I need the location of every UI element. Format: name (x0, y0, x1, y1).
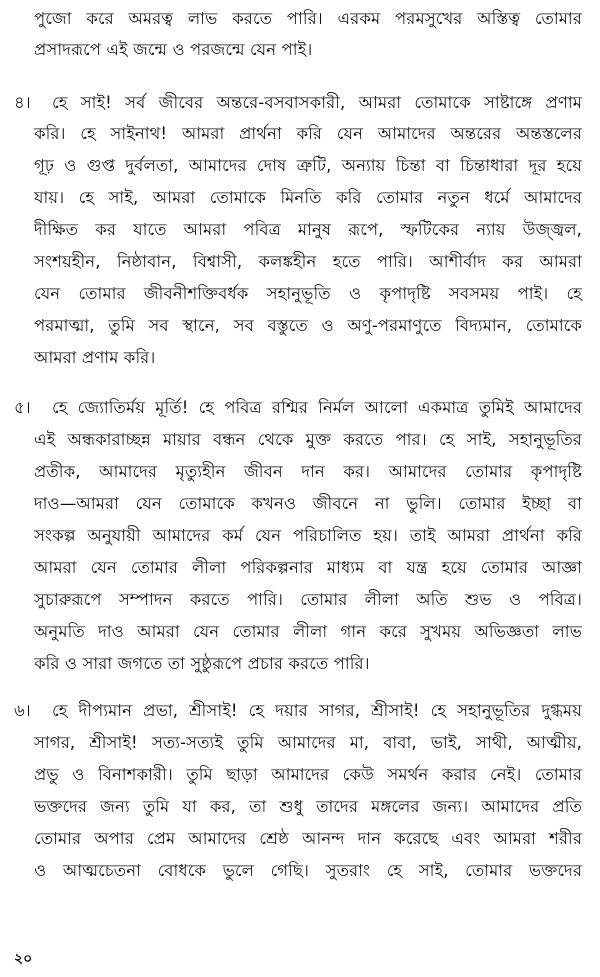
intro-line: পুজো করে অমরত্ব লাভ করতে পারি। এরকম পরমসুখের অস্তিত্ব তোমার (34, 9, 582, 28)
paragraph-line: যেন তোমার জীবনীশক্তিবর্ধক সহানুভূতি ও কৃপাদৃষ্টি সবসময় পাই। হে (34, 284, 582, 303)
paragraph-line: পরমাত্মা, তুমি সব স্থানে, সব বস্তুতে ও অণু-পরমাণুতে বিদ্যমান, তোমাকে (34, 316, 582, 335)
paragraph-line: সংশয়হীন, নিষ্ঠাবান, বিশ্বাসী, কলঙ্কহীন হতে পারি। আশীর্বাদ কর আমরা (34, 252, 582, 271)
paragraph-line: তোমার অপার প্রেম আমাদের শ্রেষ্ঠ আনন্দ দান করেছে এবং আমরা শরীর (34, 829, 582, 848)
paragraph-line: অনুমতি দাও আমরা যেন তোমার লীলা গান করে সুখময় অভিজ্ঞতা লাভ (34, 622, 582, 641)
page-number: ২০ (14, 951, 33, 967)
paragraph-line: ও আত্মচেতনা বোধকে ভুলে গেছি। সুতরাং হে সাই, তোমার ভক্তদের (34, 861, 582, 880)
paragraph-line: হে দীপ্যমান প্রভা, শ্রীসাই! হে দয়ার সাগর, শ্রীসাই! হে সহানুভূতির দুগ্ধময় (52, 701, 582, 720)
paragraph-line: আমরা যেন তোমার লীলা পরিকল্পনার মাধ্যম বা যন্ত্র হয়ে তোমার আজ্ঞা (34, 558, 582, 577)
paragraph-line: গূঢ় ও গুপ্ত দুর্বলতা, আমাদের দোষ ত্রুটি, অন্যায় চিন্তা বা চিন্তাধারা দূর হয়ে (34, 156, 582, 175)
paragraph-line: হে জ্যোতির্ময় মূর্তি! হে পবিত্র রশ্মির নির্মল আলো একমাত্র তুমিই আমাদের (52, 398, 582, 417)
paragraph-line: এই অন্ধকারাচ্ছন্ন মায়ার বন্ধন থেকে মুক্ত করতে পার। হে সাই, সহানুভূতির (34, 430, 582, 449)
paragraph-line: করি ও সারা জগতে তা সুষ্ঠুরূপে প্রচার করতে পারি। (34, 654, 370, 673)
paragraph-line: হে সাই! সর্ব জীবের অন্তরে-বসবাসকারী, আমরা তোমাকে সাষ্টাঙ্গে প্রণাম (52, 93, 582, 112)
paragraph-number: ৫। (14, 398, 31, 417)
paragraph-line: ভক্তদের জন্য তুমি যা কর, তা শুধু তাদের মঙ্গলের জন্য। আমাদের প্রতি (34, 797, 582, 816)
paragraph-line: করি। হে সাইনাথ! আমরা প্রার্থনা করি যেন আমাদের অন্তরের অন্তস্তলের (34, 124, 582, 143)
paragraph-line: সংকল্প অনুযায়ী আমাদের কর্ম যেন পরিচালিত হয়। তাই আমরা প্রার্থনা করি (34, 526, 582, 545)
intro-line: প্রসাদরূপে এই জন্মে ও পরজন্মে যেন পাই। (34, 40, 313, 59)
paragraph-number: ৬। (14, 701, 31, 720)
paragraph-line: আমরা প্রণাম করি। (34, 348, 156, 367)
paragraph-line: দীক্ষিত কর যাতে আমরা পবিত্র মানুষ রূপে, স্ফটিকের ন্যায় উজ্জ্বল, (34, 220, 582, 239)
paragraph-line: যায়। হে সাই, আমরা তোমাকে মিনতি করি তোমার নতুন ধর্মে আমাদের (34, 188, 582, 207)
paragraph-line: প্রতীক, আমাদের মৃত্যুহীন জীবন দান কর। আমাদের তোমার কৃপাদৃষ্টি (34, 462, 582, 481)
paragraph-number: ৪। (14, 93, 31, 112)
paragraph-line: দাও—আমরা যেন তোমাকে কখনও জীবনে না ভুলি। তোমার ইচ্ছা বা (34, 494, 582, 513)
paragraph-line: সুচারুরূপে সম্পাদন করতে পারি। তোমার লীলা অতি শুভ ও পবিত্র। (34, 590, 582, 609)
paragraph-line: প্রভু ও বিনাশকারী। তুমি ছাড়া আমাদের কেউ সমর্থন করার নেই। তোমার (34, 765, 582, 784)
paragraph-line: সাগর, শ্রীসাই! সত্য-সত্যই তুমি আমাদের মা, বাবা, ভাই, সাথী, আত্মীয়, (34, 733, 582, 752)
